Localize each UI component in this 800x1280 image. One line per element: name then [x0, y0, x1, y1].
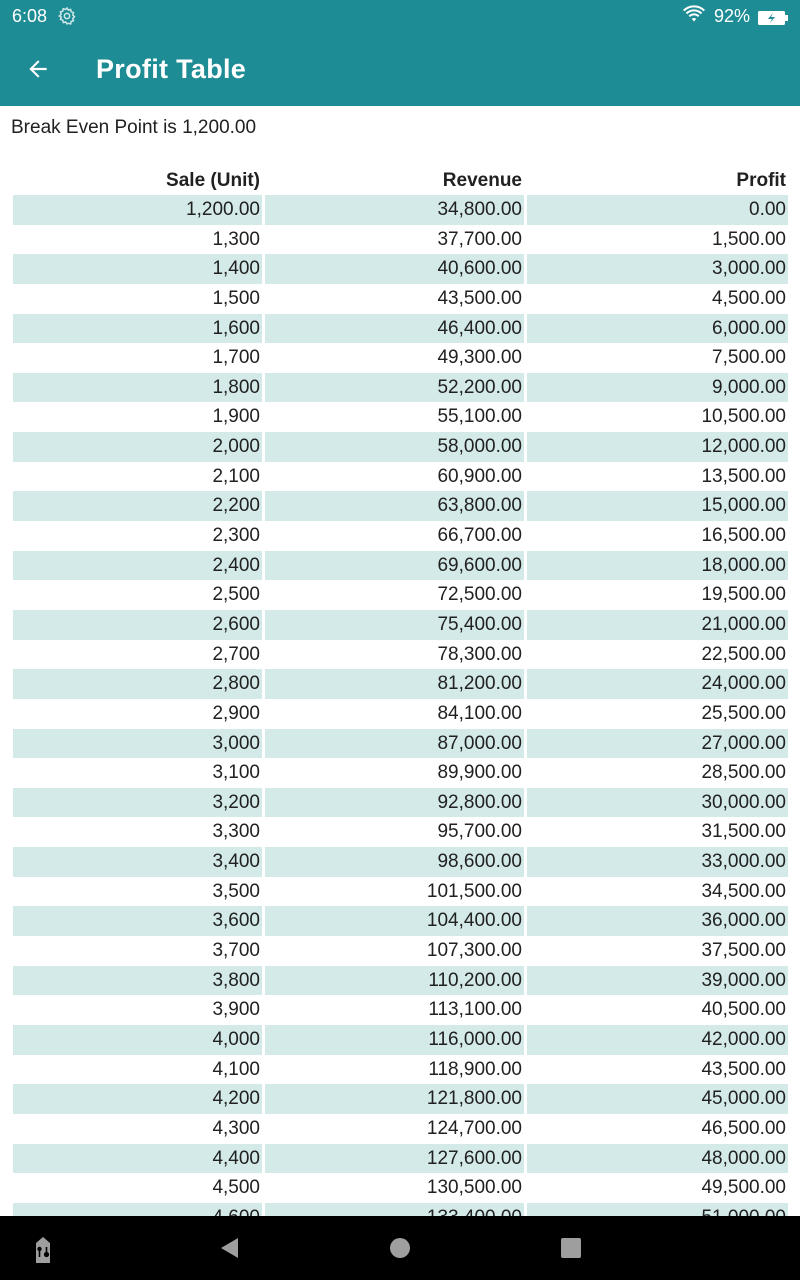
- cell-sale-unit: 3,800: [13, 966, 262, 996]
- cell-revenue: 60,900.00: [437, 465, 522, 487]
- table-row: [13, 729, 788, 759]
- cell-revenue: 116,000.00: [265, 1025, 524, 1055]
- cell-profit: 6,000.00: [527, 314, 788, 344]
- arrow-left-icon: [25, 56, 51, 82]
- cell-profit: 42,000.00: [527, 1025, 788, 1055]
- cell-revenue: 34,800.00: [265, 195, 524, 225]
- cell-profit: 22,500.00: [701, 643, 786, 665]
- cell-profit: 24,000.00: [527, 669, 788, 699]
- cell-profit: 49,500.00: [701, 1177, 786, 1199]
- battery-percent: 92%: [713, 5, 750, 26]
- table-row: [13, 521, 788, 551]
- cell-profit: 28,500.00: [701, 762, 786, 784]
- cell-profit: 48,000.00: [527, 1144, 788, 1174]
- cell-profit: 33,000.00: [527, 847, 788, 877]
- table-row: [13, 1025, 788, 1055]
- back-triangle-icon: [219, 1237, 239, 1259]
- cell-sale-unit: 1,500: [212, 287, 260, 309]
- app-bar: [0, 32, 800, 106]
- cell-revenue: 110,200.00: [265, 966, 524, 996]
- cell-sale-unit: 2,100: [212, 465, 260, 487]
- cell-revenue: 130,500.00: [426, 1177, 522, 1199]
- cell-profit: 18,000.00: [527, 551, 788, 581]
- table-row: [13, 551, 788, 581]
- cell-revenue: 87,000.00: [265, 729, 524, 759]
- cell-profit: 21,000.00: [527, 610, 788, 640]
- header-profit: Profit: [736, 170, 786, 191]
- cell-revenue: 55,100.00: [437, 406, 522, 428]
- cell-revenue: 69,600.00: [265, 551, 524, 581]
- cell-profit: 16,500.00: [701, 525, 786, 547]
- cell-sale-unit: 1,800: [13, 373, 262, 403]
- system-nav-bar: [0, 1216, 800, 1280]
- cell-revenue: 92,800.00: [265, 788, 524, 818]
- table-row: [13, 314, 788, 344]
- table-row: [13, 254, 788, 284]
- cell-revenue: 84,100.00: [437, 702, 522, 724]
- gear-icon: [57, 6, 77, 26]
- cell-sale-unit: 3,000: [13, 729, 262, 759]
- table-row: [13, 1144, 788, 1174]
- cell-revenue: 104,400.00: [265, 906, 524, 936]
- table-row: [13, 669, 788, 699]
- cell-revenue: 118,900.00: [428, 1058, 522, 1080]
- table-row: [13, 995, 788, 1025]
- page-title: Profit Table: [96, 53, 247, 84]
- cell-sale-unit: 1,300: [212, 228, 260, 250]
- cell-sale-unit: 2,600: [13, 610, 262, 640]
- cell-profit: 27,000.00: [527, 729, 788, 759]
- cell-revenue: 63,800.00: [265, 491, 524, 521]
- wifi-icon: [682, 5, 706, 28]
- cell-profit: 4,500.00: [712, 287, 786, 309]
- table-row: [13, 758, 788, 788]
- cell-profit: 7,500.00: [712, 347, 786, 369]
- status-bar: [0, 0, 800, 32]
- back-nav-button[interactable]: [219, 1237, 239, 1264]
- table-row: [13, 906, 788, 936]
- cell-revenue: 66,700.00: [437, 525, 522, 547]
- back-button[interactable]: [24, 55, 52, 83]
- cell-sale-unit: 3,200: [13, 788, 262, 818]
- cell-profit: 3,000.00: [527, 254, 788, 284]
- cell-revenue: 101,500.00: [426, 880, 522, 902]
- cell-revenue: 46,400.00: [265, 314, 524, 344]
- table-row: [13, 847, 788, 877]
- table-row: [13, 1055, 788, 1085]
- table-row: [13, 640, 788, 670]
- cell-sale-unit: 3,900: [212, 999, 260, 1021]
- cell-revenue: 121,800.00: [265, 1084, 524, 1114]
- table-row: [13, 966, 788, 996]
- cell-revenue: 89,900.00: [437, 762, 522, 784]
- cell-sale-unit: 4,200: [13, 1084, 262, 1114]
- cell-revenue: 113,100.00: [428, 999, 522, 1021]
- cell-sale-unit: 4,300: [212, 1117, 260, 1139]
- home-circle-icon: [389, 1237, 411, 1259]
- table-row: [13, 225, 788, 255]
- cell-profit: 19,500.00: [701, 584, 786, 606]
- cell-sale-unit: 1,700: [212, 347, 260, 369]
- table-row: [13, 432, 788, 462]
- cell-profit: 15,000.00: [527, 491, 788, 521]
- cell-revenue: 95,700.00: [437, 821, 522, 843]
- cell-revenue: 52,200.00: [265, 373, 524, 403]
- cell-sale-unit: 4,000: [13, 1025, 262, 1055]
- cell-profit: 37,500.00: [701, 940, 786, 962]
- cell-revenue: 78,300.00: [437, 643, 522, 665]
- header-revenue: Revenue: [442, 170, 522, 191]
- cell-sale-unit: 4,500: [212, 1177, 260, 1199]
- table-row: [13, 610, 788, 640]
- cell-sale-unit: 1,900: [212, 406, 260, 428]
- cell-profit: 39,000.00: [527, 966, 788, 996]
- cell-sale-unit: 4,400: [13, 1144, 262, 1174]
- cell-profit: 36,000.00: [527, 906, 788, 936]
- home-nav-button[interactable]: [389, 1237, 411, 1264]
- cell-revenue: 124,700.00: [426, 1117, 522, 1139]
- cell-profit: 10,500.00: [701, 406, 786, 428]
- cell-sale-unit: 2,500: [212, 584, 260, 606]
- table-row: [13, 877, 788, 907]
- cell-revenue: 40,600.00: [265, 254, 524, 284]
- table-row: [13, 402, 788, 432]
- cell-revenue: 127,600.00: [265, 1144, 524, 1174]
- profit-table-content[interactable]: [0, 106, 800, 1216]
- cell-profit: 25,500.00: [701, 702, 786, 724]
- table-body: [13, 195, 788, 1232]
- cell-sale-unit: 2,800: [13, 669, 262, 699]
- cell-sale-unit: 3,600: [13, 906, 262, 936]
- cell-profit: 40,500.00: [701, 999, 786, 1021]
- cell-sale-unit: 2,300: [212, 525, 260, 547]
- cell-revenue: 107,300.00: [426, 940, 522, 962]
- cell-profit: 0.00: [527, 195, 788, 225]
- table-row: [13, 284, 788, 314]
- cell-revenue: 58,000.00: [265, 432, 524, 462]
- break-even-text: Break Even Point is 1,200.00: [11, 117, 257, 138]
- table-row: [13, 936, 788, 966]
- table-row: [13, 1173, 788, 1203]
- cell-sale-unit: 1,600: [13, 314, 262, 344]
- cell-profit: 12,000.00: [527, 432, 788, 462]
- status-time: 6:08: [12, 5, 48, 26]
- cell-revenue: 81,200.00: [265, 669, 524, 699]
- profit-table: [13, 168, 788, 1232]
- cell-sale-unit: 3,100: [212, 762, 260, 784]
- table-header-row: [13, 168, 788, 195]
- table-row: [13, 580, 788, 610]
- cell-profit: 45,000.00: [527, 1084, 788, 1114]
- recents-square-icon: [560, 1237, 582, 1259]
- table-row: [13, 462, 788, 492]
- table-row: [13, 1114, 788, 1144]
- table-row: [13, 817, 788, 847]
- cell-profit: 31,500.00: [701, 821, 786, 843]
- cell-sale-unit: 2,200: [13, 491, 262, 521]
- cell-sale-unit: 2,000: [13, 432, 262, 462]
- cell-sale-unit: 3,500: [212, 880, 260, 902]
- cell-sale-unit: 1,200.00: [13, 195, 262, 225]
- table-row: [13, 1084, 788, 1114]
- cell-sale-unit: 2,900: [212, 702, 260, 724]
- cell-revenue: 43,500.00: [437, 287, 522, 309]
- cell-profit: 9,000.00: [527, 373, 788, 403]
- cell-profit: 43,500.00: [701, 1058, 786, 1080]
- header-sale-unit: Sale (Unit): [166, 170, 260, 191]
- cell-profit: 13,500.00: [701, 465, 786, 487]
- table-row: [13, 699, 788, 729]
- cell-sale-unit: 3,700: [212, 940, 260, 962]
- cell-sale-unit: 3,300: [212, 821, 260, 843]
- cell-sale-unit: 2,400: [13, 551, 262, 581]
- cell-sale-unit: 4,100: [212, 1058, 260, 1080]
- app-shortcut-button[interactable]: [29, 1236, 57, 1269]
- app-icon: [29, 1236, 57, 1264]
- battery-charging-icon: [758, 9, 788, 23]
- cell-sale-unit: 3,400: [13, 847, 262, 877]
- cell-profit: 1,500.00: [712, 228, 786, 250]
- cell-profit: 34,500.00: [701, 880, 786, 902]
- table-row: [13, 373, 788, 403]
- recents-nav-button[interactable]: [560, 1237, 582, 1264]
- cell-sale-unit: 1,400: [13, 254, 262, 284]
- cell-revenue: 37,700.00: [437, 228, 522, 250]
- table-row: [13, 788, 788, 818]
- table-row: [13, 195, 788, 225]
- table-row: [13, 491, 788, 521]
- cell-revenue: 49,300.00: [437, 347, 522, 369]
- cell-sale-unit: 2,700: [212, 643, 260, 665]
- cell-revenue: 72,500.00: [437, 584, 522, 606]
- table-row: [13, 343, 788, 373]
- cell-profit: 30,000.00: [527, 788, 788, 818]
- cell-revenue: 98,600.00: [265, 847, 524, 877]
- cell-profit: 46,500.00: [701, 1117, 786, 1139]
- cell-revenue: 75,400.00: [265, 610, 524, 640]
